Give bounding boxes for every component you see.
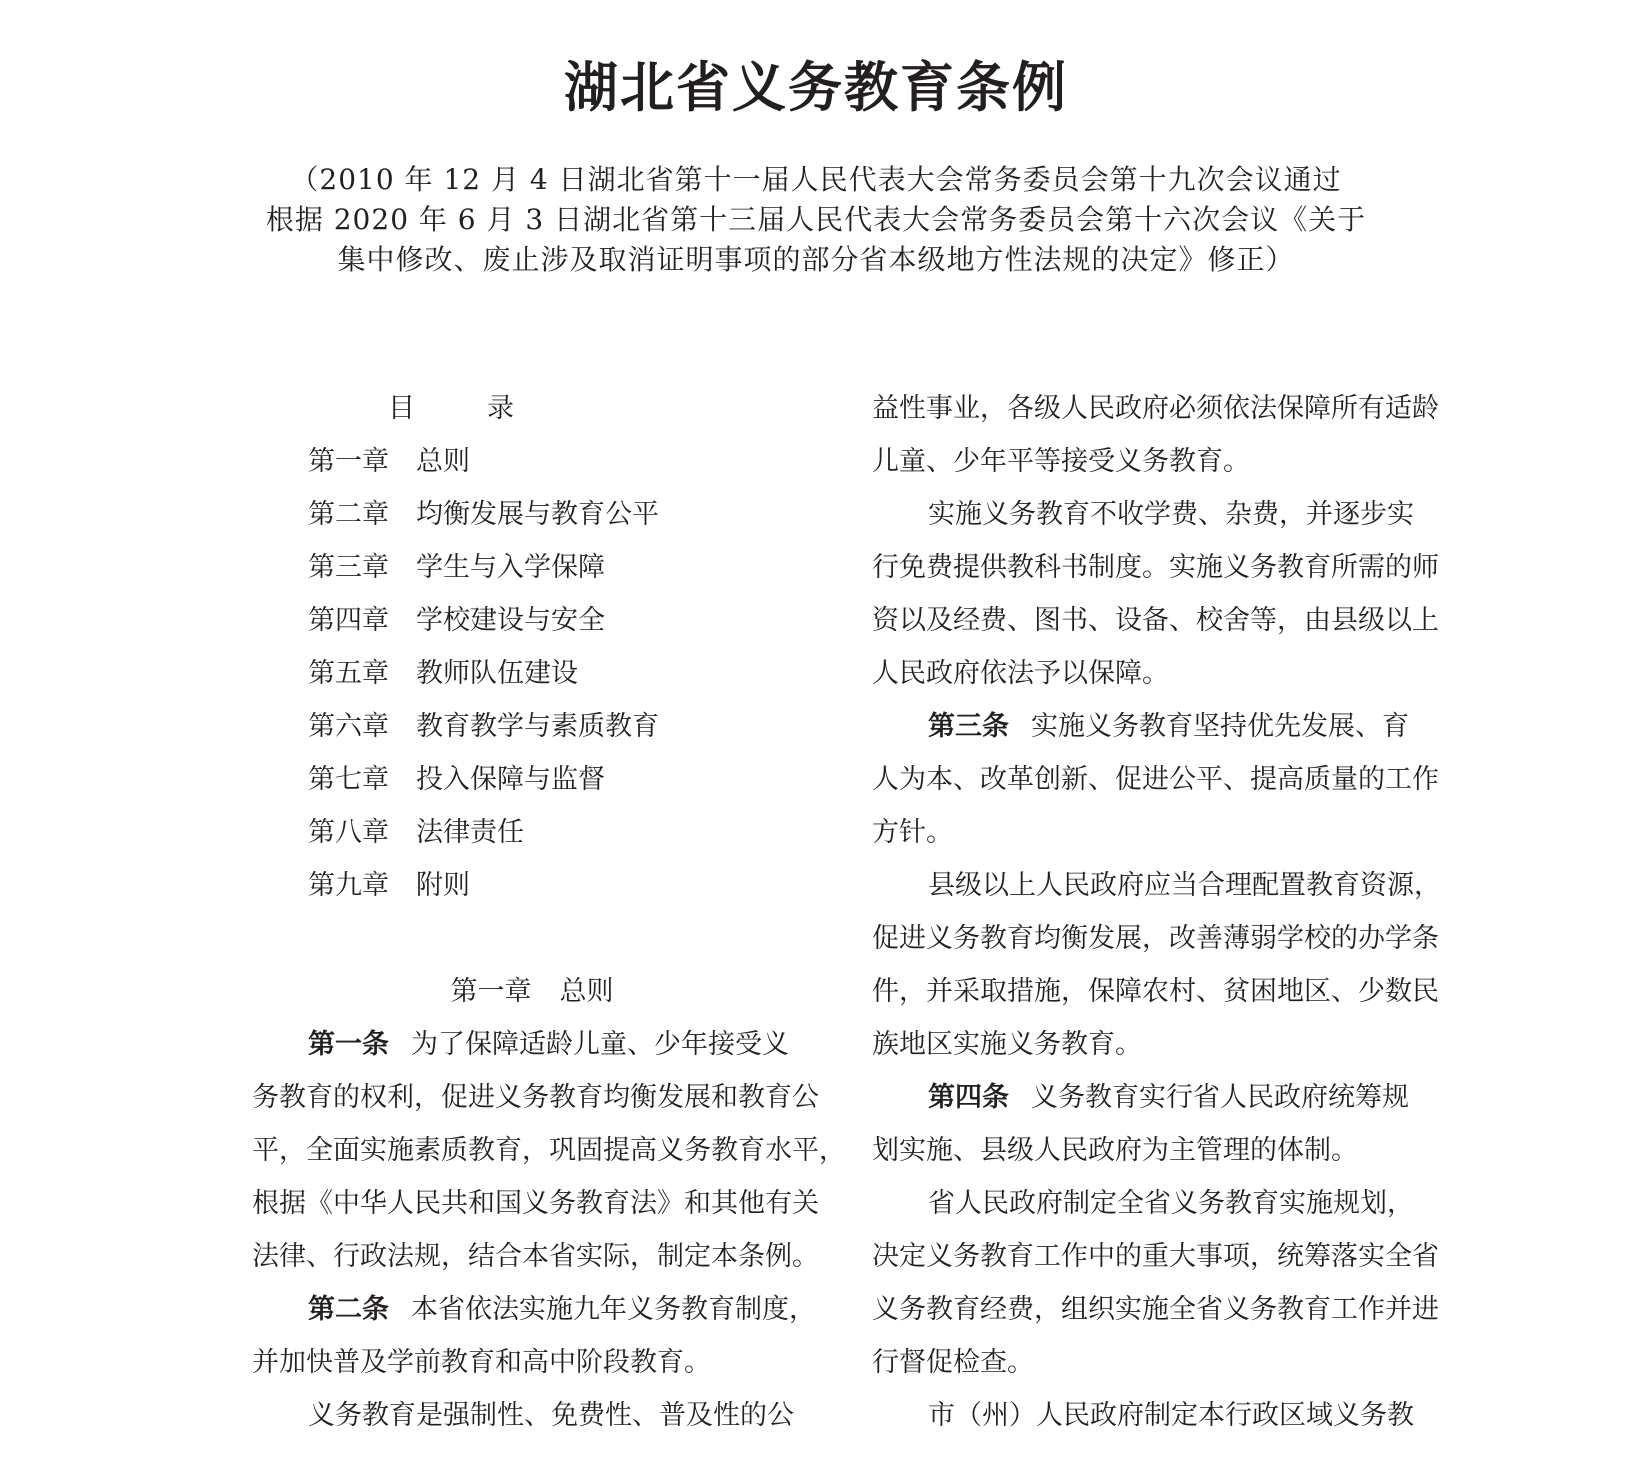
toc-item xyxy=(252,488,812,541)
text-line: 县级以上人民政府应当合理配置教育资源， xyxy=(928,870,1441,901)
article-text: 实施义务教育坚持优先发展、育 xyxy=(1031,711,1409,742)
chapter-heading xyxy=(252,965,812,1018)
toc-item xyxy=(252,647,812,700)
text-line: 省人民政府制定全省义务教育实施规划， xyxy=(928,1188,1414,1219)
toc-item-num: 第八章 xyxy=(308,817,389,848)
text-line: 益性事业，各级人民政府必须依法保障所有适龄 xyxy=(872,393,1439,424)
section-spacer xyxy=(252,912,812,965)
article-label: 第四条 xyxy=(928,1082,1009,1113)
text-line: 务教育的权利，促进义务教育均衡发展和教育公 xyxy=(252,1082,819,1113)
text-line: 促进义务教育均衡发展，改善薄弱学校的办学条 xyxy=(872,923,1439,954)
toc-item-name: 法律责任 xyxy=(416,817,524,848)
toc-item-num: 第二章 xyxy=(308,499,389,530)
article-line xyxy=(252,1283,816,1336)
text-line: 市（州）人民政府制定本行政区域义务教 xyxy=(928,1400,1414,1431)
article-label: 第一条 xyxy=(308,1029,389,1060)
toc-item xyxy=(252,806,812,859)
text-line: 划实施、县级人民政府为主管理的体制。 xyxy=(872,1135,1358,1166)
toc-item xyxy=(252,753,812,806)
chapter-name: 总则 xyxy=(559,976,614,1007)
toc-item-name: 教育教学与素质教育 xyxy=(416,711,659,742)
toc-item-name: 附则 xyxy=(416,870,470,901)
chapter-num: 第一章 xyxy=(450,976,532,1007)
article-text: 义务教育实行省人民政府统筹规 xyxy=(1031,1082,1409,1113)
toc-item-num: 第九章 xyxy=(308,870,389,901)
toc-item-num: 第六章 xyxy=(308,711,389,742)
preamble-line: 集中修改、废止涉及取消证明事项的部分省本级地方性法规的决定》修正） xyxy=(337,243,1295,276)
toc-item xyxy=(252,700,812,753)
preamble-line: 根据 2020 年 6 月 3 日湖北省第十三届人民代表大会常务委员会第十六次会议《关于 xyxy=(265,203,1367,236)
text-line: 行督促检查。 xyxy=(872,1347,1034,1378)
toc-item xyxy=(252,859,812,912)
text-line: 并加快普及学前教育和高中阶段教育。 xyxy=(252,1347,711,1378)
article-label: 第二条 xyxy=(308,1294,389,1325)
article-line xyxy=(872,1071,1432,1124)
text-line: 法律、行政法规，结合本省实际，制定本条例。 xyxy=(252,1241,819,1272)
toc-title: 目录 xyxy=(388,393,586,424)
text-line: 人为本、改革创新、促进公平、提高质量的工作 xyxy=(872,764,1439,795)
document-title: 湖北省义务教育条例 xyxy=(564,56,1068,119)
text-line: 根据《中华人民共和国义务教育法》和其他有关 xyxy=(252,1188,819,1219)
text-line: 资以及经费、图书、设备、校舍等，由县级以上 xyxy=(872,605,1439,636)
preamble xyxy=(240,160,1392,280)
toc-item-num: 第四章 xyxy=(308,605,389,636)
toc-item-name: 均衡发展与教育公平 xyxy=(416,499,659,530)
toc-item-name: 教师队伍建设 xyxy=(416,658,578,689)
text-line: 义务教育经费，组织实施全省义务教育工作并进 xyxy=(872,1294,1439,1325)
preamble-line: （2010 年 12 月 4 日湖北省第十一届人民代表大会常务委员会第十九次会议通过 xyxy=(290,163,1342,196)
toc-item-name: 学生与入学保障 xyxy=(416,552,605,583)
toc-item-name: 投入保障与监督 xyxy=(416,764,605,795)
toc-item-num: 第七章 xyxy=(308,764,389,795)
text-line: 人民政府依法予以保障。 xyxy=(872,658,1169,689)
toc-item-num: 第一章 xyxy=(308,446,389,477)
toc-item xyxy=(252,594,812,647)
toc-item-num: 第五章 xyxy=(308,658,389,689)
text-line: 决定义务教育工作中的重大事项，统筹落实全省 xyxy=(872,1241,1439,1272)
text-line: 方针。 xyxy=(872,817,953,848)
text-line: 行免费提供教科书制度。实施义务教育所需的师 xyxy=(872,552,1439,583)
article-label: 第三条 xyxy=(928,711,1009,742)
toc-item xyxy=(252,541,812,594)
article-text: 本省依法实施九年义务教育制度， xyxy=(411,1294,816,1325)
toc-item-name: 总则 xyxy=(416,446,470,477)
toc-item xyxy=(252,435,812,488)
toc-item-num: 第三章 xyxy=(308,552,389,583)
text-line: 件，并采取措施，保障农村、贫困地区、少数民 xyxy=(872,976,1439,1007)
toc-item-name: 学校建设与安全 xyxy=(416,605,605,636)
article-text: 为了保障适龄儿童、少年接受义 xyxy=(411,1029,789,1060)
text-line: 平，全面实施素质教育，巩固提高义务教育水平， xyxy=(252,1135,846,1166)
article-line xyxy=(252,1018,812,1071)
article-line xyxy=(872,700,1432,753)
left-column xyxy=(252,382,846,1442)
text-line: 族地区实施义务教育。 xyxy=(872,1029,1142,1060)
text-line: 义务教育是强制性、免费性、普及性的公 xyxy=(308,1400,794,1431)
text-line: 儿童、少年平等接受义务教育。 xyxy=(872,446,1250,477)
text-line: 实施义务教育不收学费、杂费，并逐步实 xyxy=(928,499,1414,530)
right-column xyxy=(872,382,1441,1442)
